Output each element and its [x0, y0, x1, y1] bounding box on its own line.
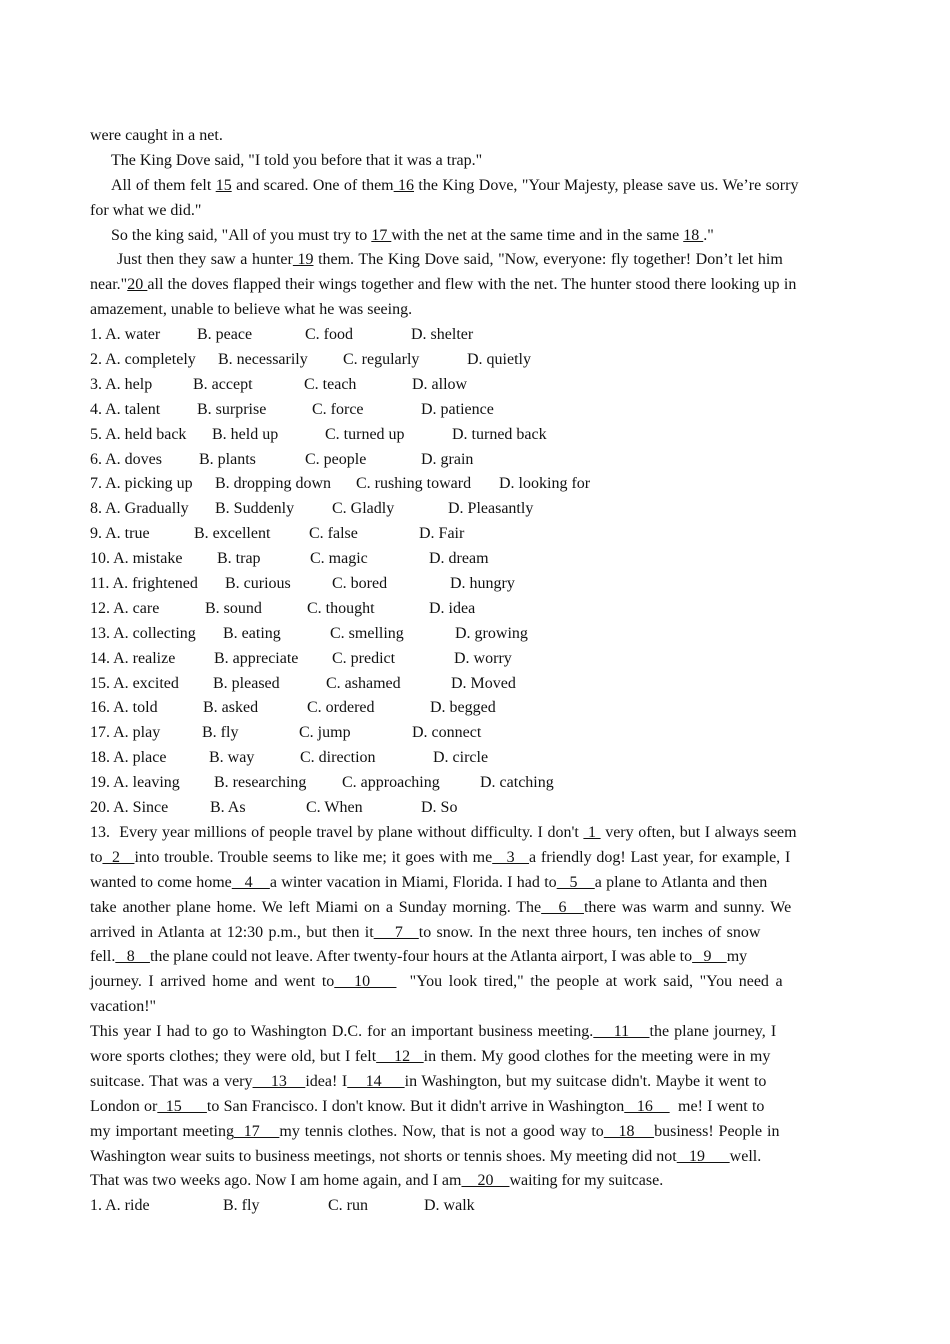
- option-a: 9. A. true: [90, 525, 150, 543]
- option-c: C. run: [328, 1197, 368, 1215]
- option-d: D. hungry: [450, 575, 515, 593]
- option-a: 1. A. water: [90, 326, 161, 344]
- option-a: 3. A. help: [90, 375, 153, 393]
- text: amazement, unable to believe what he was seeing.: [90, 301, 413, 319]
- text: journey. I arrived home and went to: [90, 973, 335, 991]
- text: So the king said, "All of you must try to: [111, 226, 372, 244]
- option-b: B. plants: [199, 450, 256, 468]
- option-a: 10. A. mistake: [90, 550, 183, 568]
- blank-14: 14: [347, 1072, 405, 1090]
- option-c: C. rushing toward: [356, 475, 472, 493]
- story2-line-4: [90, 896, 860, 921]
- document-page: [90, 124, 860, 1219]
- story2-line-12: [90, 1095, 860, 1120]
- option-d: D. dream: [429, 550, 489, 568]
- text: All of them felt: [111, 176, 216, 194]
- story1-line-3: [90, 199, 860, 224]
- blank-12: 12: [376, 1047, 424, 1065]
- story1-line-2: [90, 174, 860, 199]
- option-row: [90, 423, 860, 448]
- text: Every year millions of people travel by plane without difficulty. I don't: [110, 823, 584, 841]
- option-a: 16. A. told: [90, 699, 158, 717]
- text: Just then they saw a hunter: [117, 251, 293, 269]
- option-d: D. turned back: [452, 425, 547, 443]
- text: to: [90, 848, 103, 866]
- text: Washington wear suits to business meetings, not shorts or tennis shoes. My meeting did not: [90, 1147, 677, 1165]
- option-b: B. researching: [214, 774, 307, 792]
- story2-line-2: [90, 846, 860, 871]
- option-row: [90, 771, 860, 796]
- question-number: 13.: [90, 823, 110, 841]
- option-d: D. connect: [412, 724, 482, 742]
- option-b: B. pleased: [213, 674, 280, 692]
- option-b: B. held up: [212, 425, 279, 443]
- text: the plane journey, I: [649, 1023, 777, 1041]
- option-row: [90, 1194, 860, 1219]
- text: all the doves flapped their wings together and flew with the net. The hunter stood there looking up in: [147, 276, 797, 294]
- blank-3: 3: [492, 848, 530, 866]
- story2-line-11: [90, 1070, 860, 1095]
- text: my tennis clothes. Now, that is not a good way to: [279, 1122, 604, 1140]
- option-b: B. fly: [223, 1197, 260, 1215]
- option-c: C. jump: [299, 724, 351, 742]
- option-b: B. surprise: [197, 400, 267, 418]
- option-b: B. accept: [193, 375, 253, 393]
- option-a: 1. A. ride: [90, 1197, 150, 1215]
- text: the plane could not leave. After twenty-four hours at the Atlanta airport, I was able to: [149, 948, 693, 966]
- option-row: [90, 696, 860, 721]
- text: business! People in: [654, 1122, 780, 1140]
- text: a friendly dog! Last year, for example, I: [529, 848, 791, 866]
- blank-1: 1: [583, 823, 601, 841]
- text: suitcase. That was a very: [90, 1072, 253, 1090]
- text: were caught in a net.: [90, 127, 223, 144]
- option-b: B. fly: [202, 724, 239, 742]
- text: fell.: [90, 948, 116, 966]
- blank-17: 17: [234, 1122, 280, 1140]
- option-b: B. dropping down: [215, 475, 331, 493]
- text: them. The King Dove said, "Now, everyone: fly together! Don’t let him: [313, 251, 783, 269]
- option-d: D. walk: [424, 1197, 475, 1215]
- option-d: D. growing: [455, 624, 528, 642]
- option-row: [90, 348, 860, 373]
- text: That was two weeks ago. Now I am home again, and I am: [90, 1172, 462, 1190]
- option-b: B. way: [209, 749, 255, 767]
- option-row: [90, 572, 860, 597]
- option-a: 2. A. completely: [90, 351, 196, 369]
- blank-17: 17: [371, 226, 392, 244]
- option-b: B. sound: [205, 599, 262, 617]
- text: take another plane home. We left Miami on a Sunday morning. The: [90, 898, 542, 916]
- story2-line-15: [90, 1169, 860, 1194]
- option-row: [90, 796, 860, 821]
- blank-16: 16: [624, 1097, 670, 1115]
- option-c: C. teach: [304, 375, 357, 393]
- text: the King Dove, "Your Majesty, please save us. We’re sorry: [414, 176, 799, 194]
- option-d: D. looking for: [499, 475, 591, 493]
- text: in them. My good clothes for the meeting were in my: [423, 1047, 771, 1065]
- text: wore sports clothes; they were old, but I felt: [90, 1047, 377, 1065]
- option-c: C. magic: [310, 550, 368, 568]
- option-d: D. allow: [412, 375, 468, 393]
- option-a: 18. A. place: [90, 749, 167, 767]
- blank-6: 6: [541, 898, 584, 916]
- option-a: 12. A. care: [90, 599, 160, 617]
- blank-15: 15: [157, 1097, 207, 1115]
- option-row: [90, 373, 860, 398]
- blank-18: 18: [683, 226, 704, 244]
- text: well.: [729, 1147, 762, 1165]
- blank-18: 18: [603, 1122, 655, 1140]
- text: very often, but I always seem: [600, 823, 797, 841]
- text: near.": [90, 276, 128, 294]
- blank-13: 13: [252, 1072, 306, 1090]
- option-a: 5. A. held back: [90, 425, 187, 443]
- text: vacation!": [90, 998, 157, 1016]
- option-row: [90, 448, 860, 473]
- blank-7: 7: [373, 923, 419, 941]
- options-list-1: [90, 323, 860, 821]
- story2-line-7: [90, 970, 860, 995]
- text: This year I had to go to Washington D.C. for an important business meeting.: [90, 1023, 594, 1041]
- text: my: [726, 948, 748, 966]
- option-d: D. Fair: [419, 525, 465, 543]
- option-b: B. necessarily: [218, 351, 308, 369]
- option-d: D. begged: [430, 699, 496, 717]
- option-c: C. When: [306, 799, 363, 817]
- option-b: B. eating: [223, 624, 281, 642]
- blank-20: 20: [461, 1172, 510, 1190]
- text: .": [703, 226, 714, 244]
- text: in Washington, but my suitcase didn't. Maybe it went to: [404, 1072, 767, 1090]
- option-row: [90, 323, 860, 348]
- option-c: C. ashamed: [326, 674, 401, 692]
- text: to snow. In the next three hours, ten inches of snow: [418, 923, 761, 941]
- text: a winter vacation in Miami, Florida. I had to: [269, 873, 557, 891]
- text: and scared. One of them: [231, 176, 394, 194]
- option-row: [90, 522, 860, 547]
- text: to San Francisco. I don't know. But it didn't arrive in Washington: [206, 1097, 625, 1115]
- option-a: 13. A. collecting: [90, 624, 196, 642]
- story2-line-3: [90, 871, 860, 896]
- option-a: 6. A. doves: [90, 450, 162, 468]
- options-list-2: [90, 1194, 860, 1219]
- text: there was warm and sunny. We: [583, 898, 792, 916]
- blank-19: 19: [292, 251, 314, 269]
- blank-4: 4: [231, 873, 270, 891]
- option-row: [90, 622, 860, 647]
- option-d: D. shelter: [411, 326, 474, 344]
- story1-line-5: [90, 248, 860, 273]
- text: for what we did.": [90, 201, 202, 219]
- story1-line-6: [90, 273, 860, 298]
- blank-20: 20: [127, 276, 148, 294]
- option-a: 20. A. Since: [90, 799, 169, 817]
- option-b: B. asked: [203, 699, 259, 717]
- text: The King Dove said, "I told you before that it was a trap.": [111, 151, 483, 169]
- blank-8: 8: [115, 948, 150, 966]
- option-c: C. regularly: [343, 351, 420, 369]
- option-a: 17. A. play: [90, 724, 161, 742]
- option-d: D. Pleasantly: [448, 500, 534, 518]
- story2-line-10: [90, 1045, 860, 1070]
- option-a: 4. A. talent: [90, 400, 161, 418]
- option-row: [90, 547, 860, 572]
- option-b: B. appreciate: [214, 649, 299, 667]
- option-c: C. turned up: [325, 425, 405, 443]
- option-c: C. false: [309, 525, 358, 543]
- text: arrived in Atlanta at 12:30 p.m., but then it: [90, 923, 374, 941]
- option-c: C. direction: [300, 749, 376, 767]
- option-c: C. ordered: [307, 699, 375, 717]
- blank-9: 9: [692, 948, 727, 966]
- option-a: 19. A. leaving: [90, 774, 180, 792]
- blank-16: 16: [393, 176, 415, 194]
- option-a: 11. A. frightened: [90, 575, 198, 593]
- option-row: [90, 647, 860, 672]
- text: my important meeting: [90, 1122, 234, 1140]
- option-c: C. predict: [332, 649, 396, 667]
- blank-19: 19: [676, 1147, 730, 1165]
- option-c: C. Gladly: [332, 500, 395, 518]
- option-row: [90, 721, 860, 746]
- option-c: C. smelling: [330, 624, 404, 642]
- option-row: [90, 746, 860, 771]
- option-a: 7. A. picking up: [90, 475, 193, 493]
- option-c: C. approaching: [342, 774, 440, 792]
- text: with the net at the same time and in the same: [391, 226, 684, 244]
- option-c: C. thought: [307, 599, 375, 617]
- option-b: B. curious: [225, 575, 291, 593]
- story2-line-13: [90, 1120, 860, 1145]
- story2-line-5: [90, 921, 860, 946]
- option-d: D. worry: [454, 649, 512, 667]
- text: waiting for my suitcase.: [509, 1172, 664, 1190]
- option-d: D. So: [421, 799, 458, 817]
- option-row: [90, 497, 860, 522]
- text: wanted to come home: [90, 873, 232, 891]
- story2-line-1: [90, 821, 860, 846]
- option-row: [90, 398, 860, 423]
- option-d: D. idea: [429, 599, 476, 617]
- text: a plane to Atlanta and then: [594, 873, 768, 891]
- text: into trouble. Trouble seems to like me; it goes with me: [134, 848, 493, 866]
- story2-line-9: [90, 1020, 860, 1045]
- option-d: D. circle: [433, 749, 489, 767]
- story1-line-7: [90, 298, 860, 323]
- option-a: 15. A. excited: [90, 674, 179, 692]
- story2-line-8: [90, 995, 860, 1020]
- option-c: C. bored: [332, 575, 388, 593]
- text: London or: [90, 1097, 158, 1115]
- blank-11: 11: [593, 1023, 650, 1041]
- option-c: C. food: [305, 326, 353, 344]
- option-b: B. trap: [217, 550, 261, 568]
- option-c: C. force: [312, 400, 364, 418]
- option-b: B. As: [210, 799, 246, 817]
- option-a: 14. A. realize: [90, 649, 176, 667]
- option-d: D. Moved: [451, 674, 516, 692]
- story2-line-14: [90, 1145, 860, 1170]
- option-b: B. Suddenly: [215, 500, 295, 518]
- story1-line-1: [90, 149, 860, 174]
- option-d: D. catching: [480, 774, 554, 792]
- story2-line-6: [90, 945, 860, 970]
- option-d: D. patience: [421, 400, 494, 418]
- story1-line-0: [90, 124, 860, 149]
- blank-15: 15: [215, 176, 232, 194]
- option-d: D. quietly: [467, 351, 531, 369]
- option-row: [90, 672, 860, 697]
- option-a: 8. A. Gradually: [90, 500, 189, 518]
- blank-2: 2: [102, 848, 135, 866]
- option-d: D. grain: [421, 450, 474, 468]
- option-row: [90, 472, 860, 497]
- option-b: B. peace: [197, 326, 253, 344]
- blank-5: 5: [556, 873, 595, 891]
- story1-line-4: [90, 224, 860, 249]
- option-row: [90, 597, 860, 622]
- text: idea! I: [305, 1072, 348, 1090]
- text: me! I went to: [669, 1097, 765, 1115]
- text: "You look tired," the people at work said, "You need a: [396, 973, 783, 991]
- option-b: B. excellent: [194, 525, 271, 543]
- option-c: C. people: [305, 450, 367, 468]
- blank-10: 10: [334, 973, 397, 991]
